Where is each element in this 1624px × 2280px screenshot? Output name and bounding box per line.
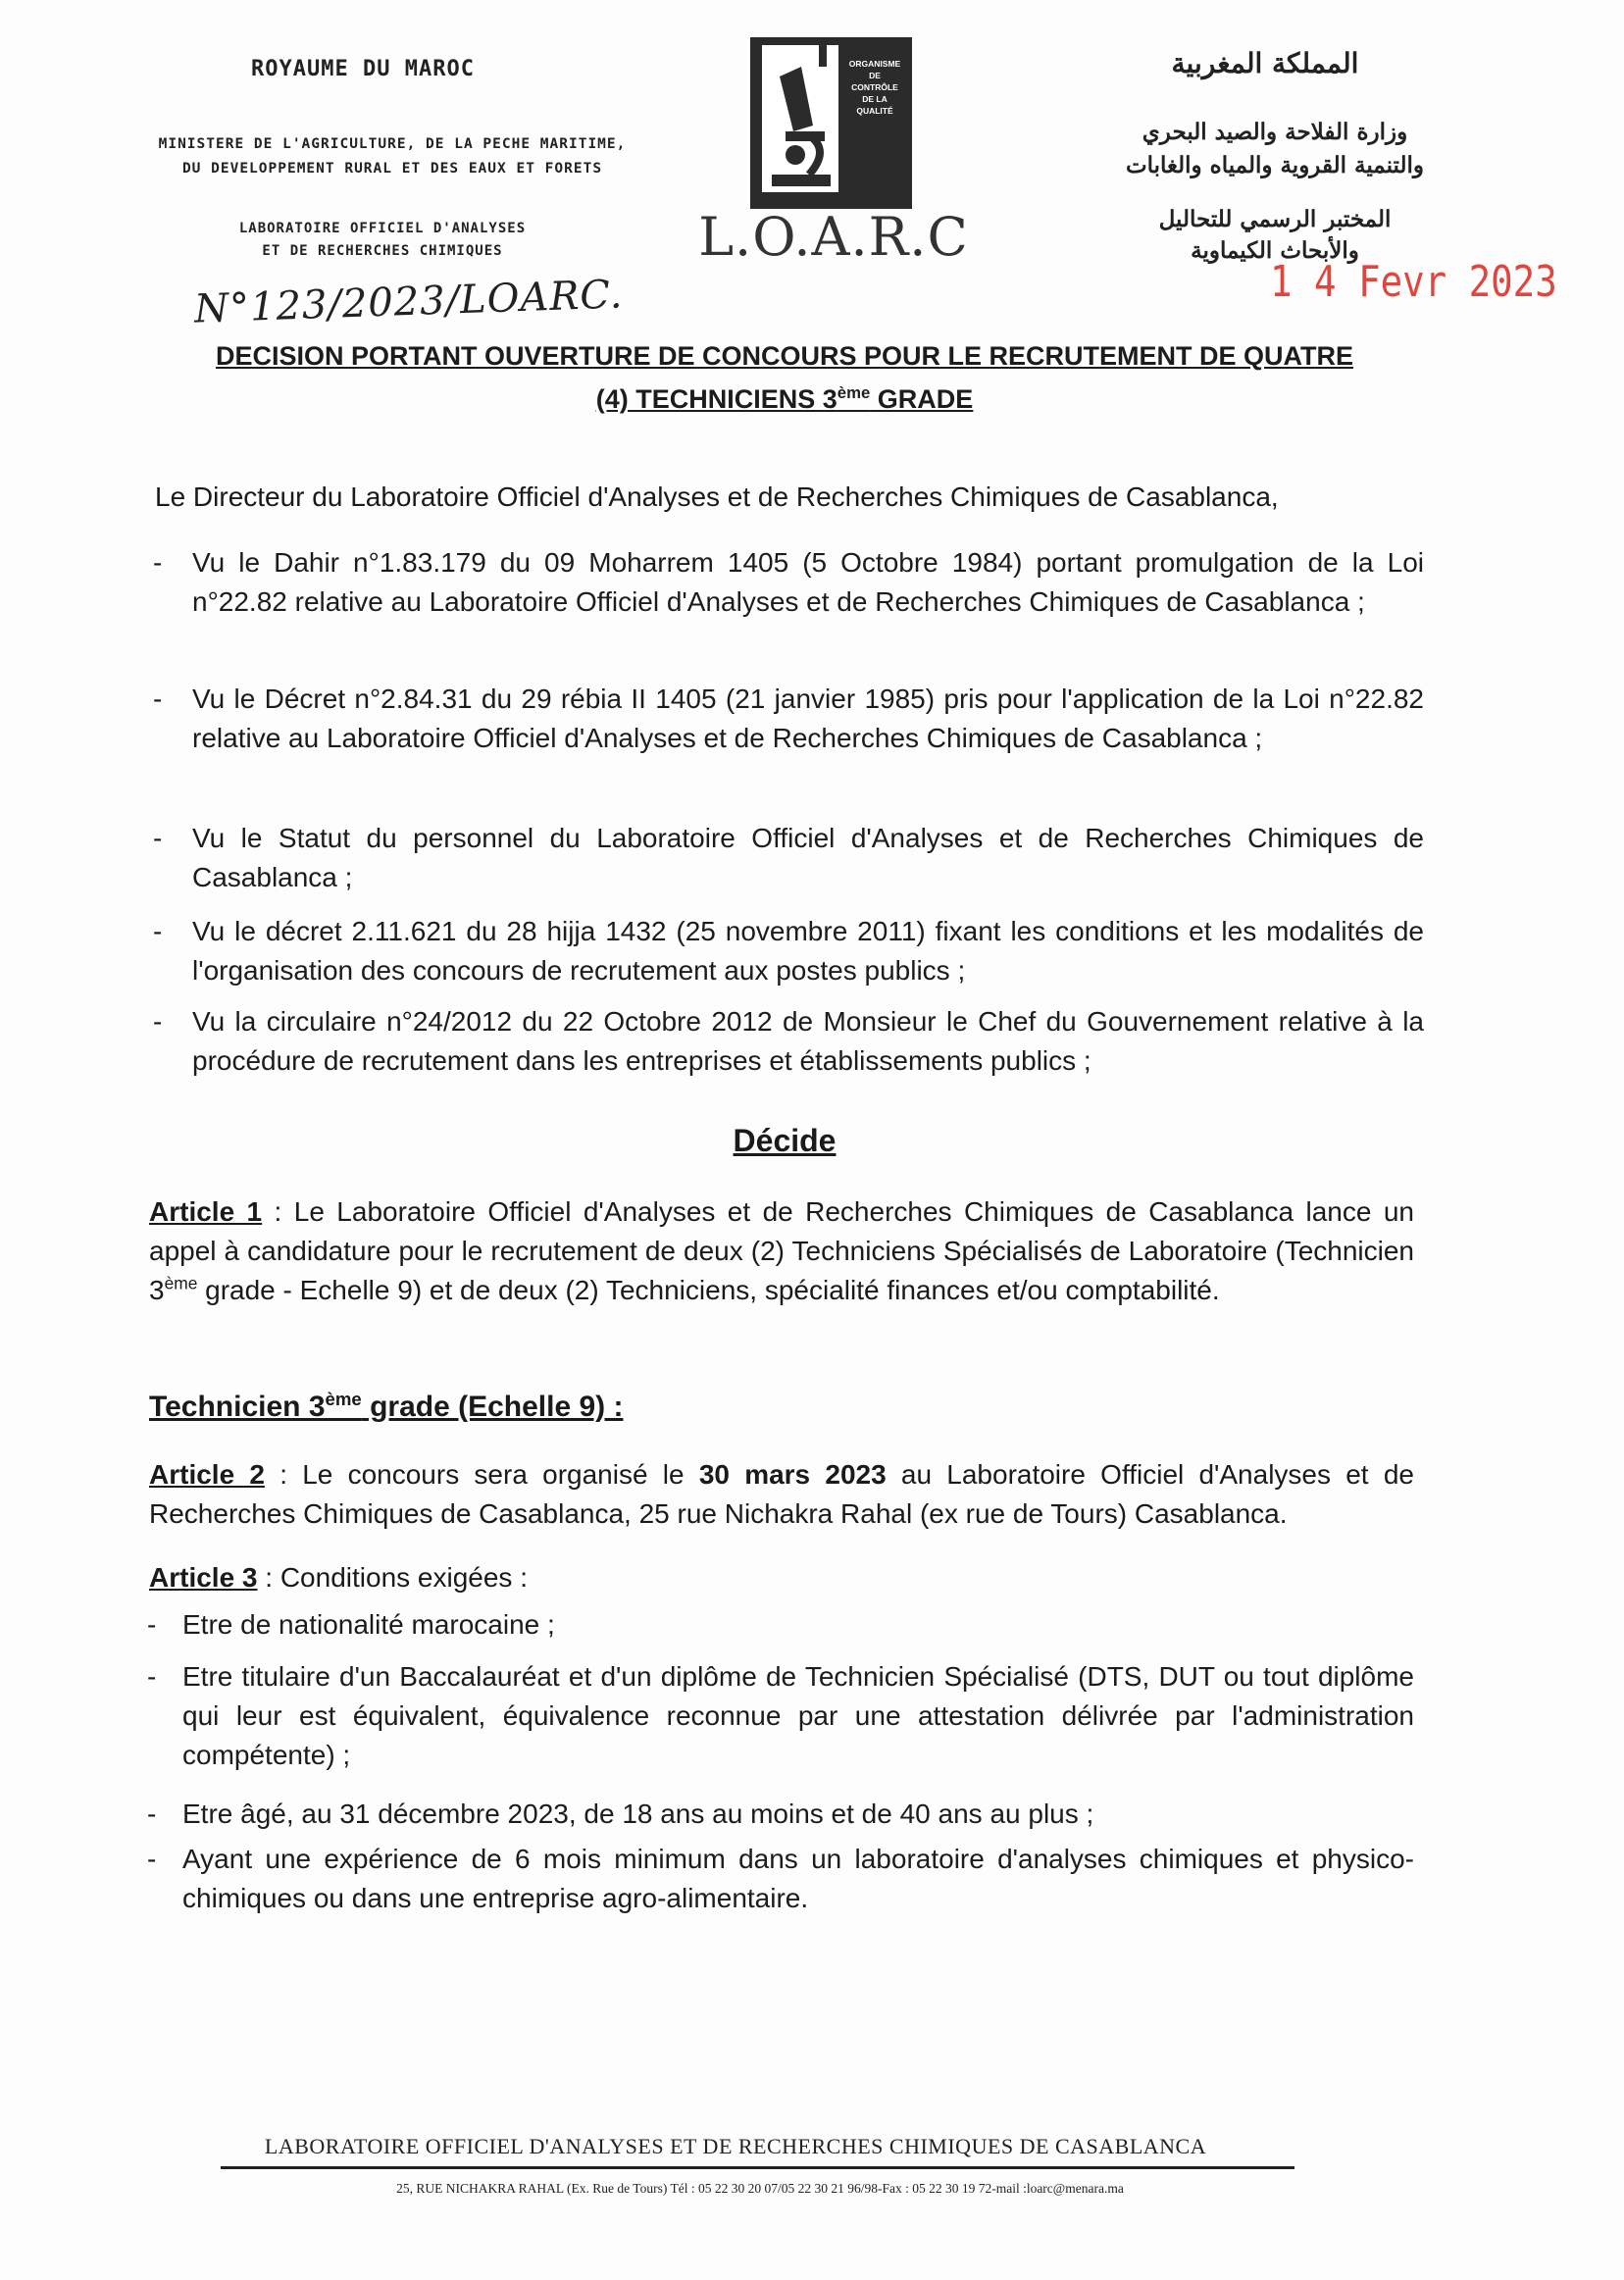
intro-paragraph: Le Directeur du Laboratoire Officiel d'Analyses et de Recherches Chimiques de Casablanca, bbox=[155, 481, 1279, 512]
condition-text: Etre de nationalité marocaine ; bbox=[182, 1609, 555, 1640]
bullet-dash: - bbox=[153, 547, 163, 578]
consideration-item bbox=[153, 543, 1424, 622]
consideration-item bbox=[153, 1002, 1424, 1081]
decision-title-line1 bbox=[147, 341, 1422, 372]
lab-fr bbox=[186, 218, 579, 263]
condition-item bbox=[147, 1605, 1414, 1645]
condition-item bbox=[147, 1657, 1414, 1775]
logo-label: L.O.A.R.C bbox=[698, 206, 969, 268]
subheading-post: grade (Echelle 9) : bbox=[361, 1391, 624, 1423]
article-2 bbox=[149, 1455, 1414, 1534]
article-1-text-a: : Le Laboratoire Officiel d'Analyses et de Recherches Chimiques de Casablanca lance un appel à candidature pour le recrutement de deux (2) Techniciens Spécialisés de Laboratoire (Technicien 3 bbox=[149, 1196, 1414, 1305]
kingdom-ar: المملكة المغربية bbox=[1171, 47, 1359, 79]
ministry-fr-line2: DU DEVELOPPEMENT RURAL ET DES EAUX ET FORETS bbox=[181, 161, 603, 177]
ministry-fr-line1: MINISTERE DE L'AGRICULTURE, DE LA PECHE MARITIME, bbox=[158, 136, 627, 152]
footer-address: 25, RUE NICHAKRA RAHAL (Ex. Rue de Tours) Tél : 05 22 30 20 07/05 22 30 21 96/98-Fax : 05 22 30 19 72-mail :loarc@menara.ma bbox=[396, 2181, 1124, 2196]
consideration-item bbox=[153, 680, 1424, 758]
svg-text:ORGANISME: ORGANISME bbox=[848, 59, 901, 69]
lab-ar-line2: والأبحاث الكيماوية bbox=[1191, 237, 1359, 264]
date-stamp: 1 4 Fevr 2023 bbox=[1270, 257, 1557, 307]
title-line2-pre: (4) TECHNICIENS 3 bbox=[595, 384, 837, 414]
condition-text: Etre âgé, au 31 décembre 2023, de 18 ans au moins et de 40 ans au plus ; bbox=[182, 1799, 1094, 1829]
condition-item bbox=[147, 1795, 1414, 1834]
bullet-dash: - bbox=[153, 823, 163, 853]
article-1-sup: ème bbox=[164, 1273, 198, 1293]
lab-fr-line1: LABORATOIRE OFFICIEL D'ANALYSES bbox=[238, 221, 527, 236]
svg-text:QUALITÉ: QUALITÉ bbox=[856, 106, 893, 116]
condition-text: Etre titulaire d'un Baccalauréat et d'un diplôme de Technicien Spécialisé (DTS, DUT ou tout diplôme qui leur est équivalent, équivalence reconnue par une attestation délivrée par l'administration compétente) ; bbox=[182, 1661, 1414, 1770]
lab-ar-line1: المختبر الرسمي للتحاليل bbox=[1158, 206, 1392, 232]
title-line1-text: DECISION PORTANT OUVERTURE DE CONCOURS POUR LE RECRUTEMENT DE QUATRE bbox=[215, 341, 1354, 371]
consideration-text: Vu le Statut du personnel du Laboratoire Officiel d'Analyses et de Recherches Chimiques de Casablanca ; bbox=[192, 823, 1424, 892]
decision-title-line2 bbox=[147, 384, 1422, 415]
loarc-logo bbox=[750, 37, 912, 209]
lab-fr-line2: ET DE RECHERCHES CHIMIQUES bbox=[262, 243, 503, 259]
ministry-ar bbox=[1059, 116, 1491, 182]
article-2-label: Article 2 bbox=[149, 1459, 265, 1490]
consideration-item bbox=[153, 819, 1424, 897]
kingdom-fr: ROYAUME DU MAROC bbox=[251, 57, 475, 81]
article-3 bbox=[149, 1558, 1414, 1597]
technician-subheading bbox=[149, 1388, 623, 1427]
consideration-text: Vu le Décret n°2.84.31 du 29 rébia II 1405 (21 janvier 1985) pris pour l'application de la Loi n°22.82 relative au Laboratoire Officiel d'Analyses et de Recherches Chimiques de Casablanca ; bbox=[192, 684, 1424, 753]
consideration-text: Vu le Dahir n°1.83.179 du 09 Moharrem 1405 (5 Octobre 1984) portant promulgation de la Loi n°22.82 relative au Laboratoire Officiel d'Analyses et de Recherches Chimiques de Casablanca ; bbox=[192, 547, 1424, 617]
article-2-date: 30 mars 2023 bbox=[698, 1459, 887, 1490]
bullet-dash: - bbox=[153, 1006, 163, 1037]
condition-item bbox=[147, 1840, 1414, 1918]
subheading-sup: ème bbox=[325, 1389, 362, 1409]
bullet-dash: - bbox=[147, 1661, 157, 1692]
svg-text:DE: DE bbox=[869, 71, 881, 80]
ministry-ar-line1: وزارة الفلاحة والصيد البحري bbox=[1142, 119, 1408, 145]
article-1 bbox=[149, 1192, 1414, 1310]
consideration-text: Vu la circulaire n°24/2012 du 22 Octobre 2012 de Monsieur le Chef du Gouvernement relative à la procédure de recrutement dans les entreprises et établissements publics ; bbox=[192, 1006, 1424, 1076]
svg-text:DE LA: DE LA bbox=[862, 94, 888, 104]
bullet-dash: - bbox=[147, 1844, 157, 1874]
bullet-dash: - bbox=[153, 916, 163, 946]
svg-text:CONTRÔLE: CONTRÔLE bbox=[851, 82, 898, 92]
condition-text: Ayant une expérience de 6 mois minimum dans un laboratoire d'analyses chimiques et physico-chimiques ou dans une entreprise agro-alimentaire. bbox=[182, 1844, 1414, 1913]
bullet-dash: - bbox=[147, 1609, 157, 1640]
article-3-label: Article 3 bbox=[149, 1562, 258, 1593]
article-1-label: Article 1 bbox=[149, 1196, 263, 1227]
ministry-fr bbox=[137, 132, 647, 181]
consideration-text: Vu le décret 2.11.621 du 28 hijja 1432 (25 novembre 2011) fixant les conditions et les modalités de l'organisation des concours de recrutement aux postes publics ; bbox=[192, 916, 1424, 986]
footer-title: LABORATOIRE OFFICIEL D'ANALYSES ET DE RECHERCHES CHIMIQUES DE CASABLANCA bbox=[264, 2134, 1207, 2158]
subheading-pre: Technicien 3 bbox=[149, 1391, 326, 1423]
article-1-text-b: grade - Echelle 9) et de deux (2) Techniciens, spécialité finances et/ou comptabilité. bbox=[197, 1275, 1220, 1305]
reference-number: N°123/2023/LOARC. bbox=[193, 272, 625, 332]
bullet-dash: - bbox=[153, 684, 163, 714]
bullet-dash: - bbox=[147, 1799, 157, 1829]
ministry-ar-line2: والتنمية القروية والمياه والغابات bbox=[1125, 152, 1424, 178]
title-line2-post: GRADE bbox=[870, 384, 974, 414]
title-line2-sup: ème bbox=[837, 383, 871, 402]
decide-heading: Décide bbox=[733, 1123, 837, 1158]
article-2-text-a: : Le concours sera organisé le bbox=[264, 1459, 699, 1490]
title-line2-text bbox=[596, 384, 974, 414]
footer-divider bbox=[221, 2166, 1294, 2169]
article-2-text-b: au Laboratoire Officiel d'Analyses et de Recherches Chimiques de Casablanca, 25 rue Nichakra Rahal (ex rue de Tours) Casablanca. bbox=[149, 1459, 1414, 1529]
article-3-text: : Conditions exigées : bbox=[257, 1562, 528, 1593]
microscope-icon bbox=[750, 37, 912, 209]
consideration-item bbox=[153, 912, 1424, 990]
